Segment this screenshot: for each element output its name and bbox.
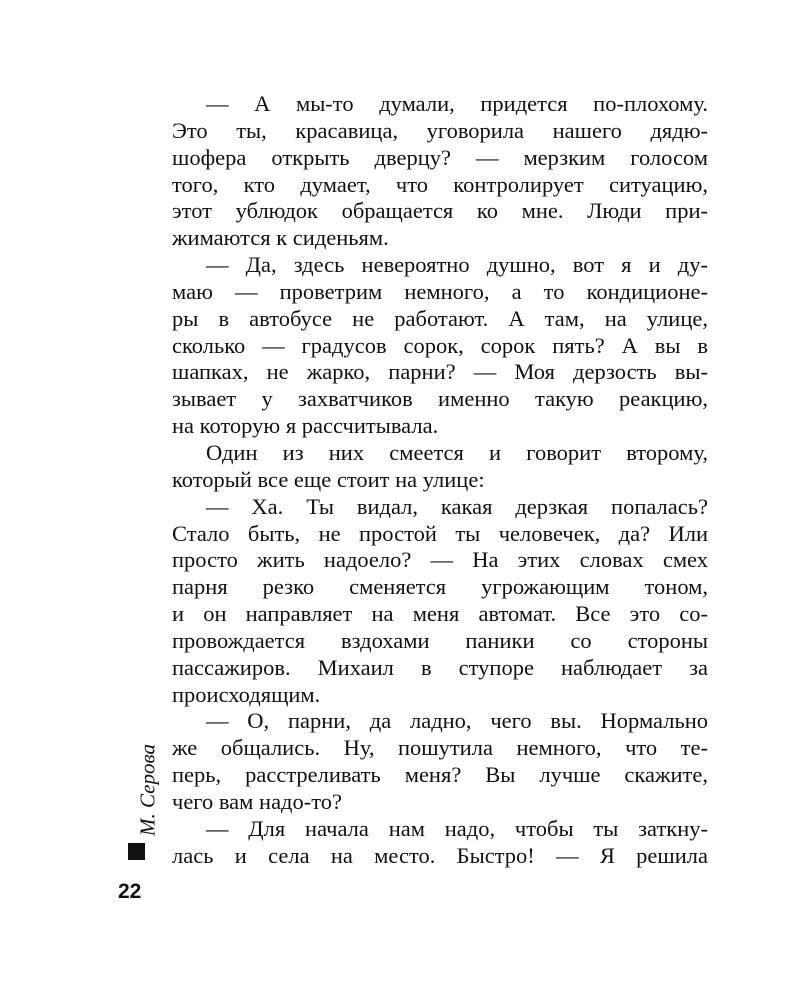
text-line: ры в автобусе не работают. А там, на улице, <box>172 305 708 331</box>
text-line: Это ты, красавица, уговорила нашего дядю- <box>172 117 708 143</box>
text-line: — Да, здесь невероятно душно, вот я и ду- <box>206 252 708 278</box>
text-line: чего вам надо-то? <box>172 788 343 814</box>
text-line: шапках, не жарко, парни? — Моя дерзость вы- <box>172 359 708 385</box>
text-line: этот ублюдок обращается ко мне. Люди при- <box>172 198 708 224</box>
text-line: на которую я рассчитывала. <box>172 413 439 439</box>
text-line: же общались. Ну, пошутила немного, что те- <box>172 735 708 761</box>
text-line: жимаются к сиденьям. <box>172 225 389 251</box>
text-line: провождается вздохами паники со стороны <box>172 627 708 653</box>
text-line: Один из них смеется и говорит второму, <box>206 439 708 465</box>
text-line: перь, расстреливать меня? Вы лучше скажите, <box>172 762 708 788</box>
page-number: 22 <box>118 880 142 903</box>
text-line: шофера открыть дверцу? — мерзким голосом <box>172 144 708 170</box>
text-line: маю — проветрим немного, а то кондиционе- <box>172 278 708 304</box>
text-line: — Для начала нам надо, чтобы ты заткну- <box>206 815 708 841</box>
text-line: — А мы-то думали, придется по-плохому. <box>206 91 708 116</box>
text-line: сколько — градусов сорок, сорок пять? А вы в <box>172 332 708 358</box>
text-line: парня резко сменяется угрожающим тоном, <box>172 574 708 600</box>
text-line: просто жить надоело? — На этих словах смех <box>172 547 708 573</box>
text-line: происходящим. <box>172 681 321 707</box>
text-line: зывает у захватчиков именно такую реакцию, <box>172 386 708 412</box>
text-line: Стало быть, не простой ты человечек, да? Или <box>172 520 708 546</box>
text-line: пассажиров. Михаил в ступоре наблюдает за <box>172 654 708 680</box>
text-line: лась и села на место. Быстро! — Я решила <box>172 842 708 868</box>
running-author-name: М. Серова <box>135 744 160 836</box>
decorative-square-marker <box>128 843 145 860</box>
page-body-text <box>172 91 708 869</box>
text-line: и он направляет на меня автомат. Все это со- <box>172 601 708 627</box>
text-line: — Ха. Ты видал, какая дерзкая попалась? <box>206 493 708 519</box>
text-line: который все еще стоит на улице: <box>172 466 485 492</box>
text-line: — О, парни, да ладно, чего вы. Нормально <box>206 708 708 734</box>
text-line: того, кто думает, что контролирует ситуацию, <box>172 171 708 197</box>
